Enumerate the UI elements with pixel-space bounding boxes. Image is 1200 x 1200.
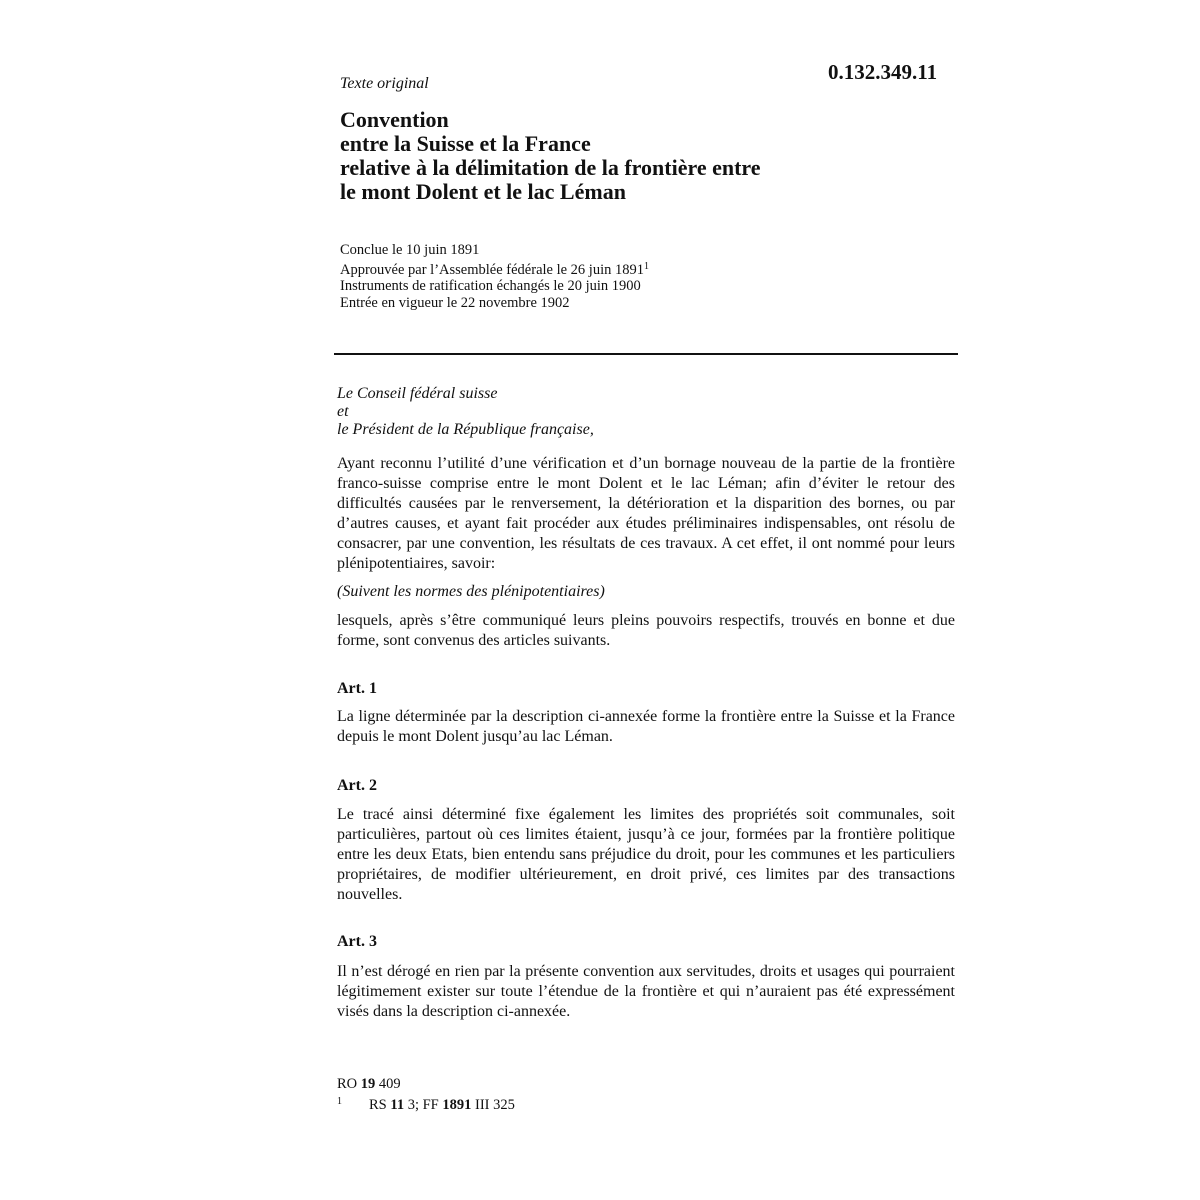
footnotes [337, 1076, 515, 1114]
party-swiss: Le Conseil fédéral suisse [337, 385, 498, 402]
footnote-rs-volume: 11 [390, 1097, 405, 1113]
horizontal-divider [334, 353, 958, 355]
ro-page: 409 [378, 1076, 401, 1092]
party-conjunction: et [337, 403, 349, 420]
article-text-2: Le tracé ainsi déterminé fixe également les limites des propriétés soit communales, soit particulières, partout où ces limites étaient, jusqu’à ce jour, formées par la frontière politique entre les deux Etats, bien entendu sans préjudice du droit, pour les communes et les particuliers propriétaires, de modifier ultérieurement, en droit privé, ces limites par des transactions nouvelles. [337, 806, 955, 903]
text-status-label: Texte original [340, 75, 429, 92]
entry-into-force-date: Entrée en vigueur le 22 novembre 1902 [340, 294, 570, 311]
footnote-ff-year: 1891 [442, 1097, 472, 1113]
ro-prefix: RO [337, 1076, 358, 1092]
article-text-3: Il n’est dérogé en rien par la présente convention aux servitudes, droits et usages qui pourraient légitimement exister sur toute l’étendue de la frontière et qui n’auraient pas été expressément visés dans la description ci-annexée. [337, 963, 955, 1020]
ro-reference [337, 1076, 515, 1093]
concluded-date: Conclue le 10 juin 1891 [340, 242, 480, 258]
title-line: le mont Dolent et le lac Léman [340, 179, 626, 204]
document-title [340, 108, 761, 204]
preamble-paragraph: Ayant reconnu l’utilité d’une vérification et d’un bornage nouveau de la partie de la frontière franco-suisse comprise entre le mont Dolent et le lac Léman; afin d’éviter le retour des difficultés causées par le renversement, la détérioration et la disparition des bornes, ou par d’autres causes, et ayant fait procéder aux études préliminaires indispensables, ont résolu de consacrer, par une convention, les résultats de ces travaux. A cet effet, il ont nommé pour leurs plénipotentiaires, savoir: [337, 455, 955, 572]
article-heading-1: Art. 1 [337, 680, 377, 697]
footnote-mark: 1 [337, 1096, 342, 1107]
approval-date [340, 259, 649, 279]
approval-text: Approuvée par l’Assemblée fédérale le 26 juin 1891 [340, 261, 644, 278]
footnote-ff-rest: III 325 [475, 1097, 515, 1113]
article-heading-2: Art. 2 [337, 777, 377, 794]
ro-volume: 19 [360, 1076, 376, 1092]
footnote-1 [337, 1093, 515, 1114]
document-metadata [340, 242, 649, 311]
article-heading-3: Art. 3 [337, 933, 377, 950]
sr-number: 0.132.349.11 [828, 60, 938, 84]
title-line: entre la Suisse et la France [340, 131, 591, 156]
footnote-rs-prefix: RS [369, 1097, 387, 1113]
footnote-rs-rest: 3; FF [407, 1097, 439, 1113]
preamble-parties [337, 385, 955, 439]
ratification-date: Instruments de ratification échangés le 20 juin 1900 [340, 278, 641, 294]
plenipotentiaries-note: (Suivent les normes des plénipotentiaires) [337, 583, 605, 600]
article-text-1: La ligne déterminée par la description ci-annexée forme la frontière entre la Suisse et la France depuis le mont Dolent jusqu’au lac Léman. [337, 708, 955, 745]
title-line: relative à la délimitation de la frontière entre [340, 155, 761, 180]
footnote-ref[interactable]: 1 [644, 260, 649, 272]
party-french: le Président de la République française, [337, 421, 594, 438]
title-line: Convention [340, 107, 449, 132]
preamble-closing: lesquels, après s’être communiqué leurs pleins pouvoirs respectifs, trouvés en bonne et due forme, sont convenus des articles suivants. [337, 612, 955, 649]
